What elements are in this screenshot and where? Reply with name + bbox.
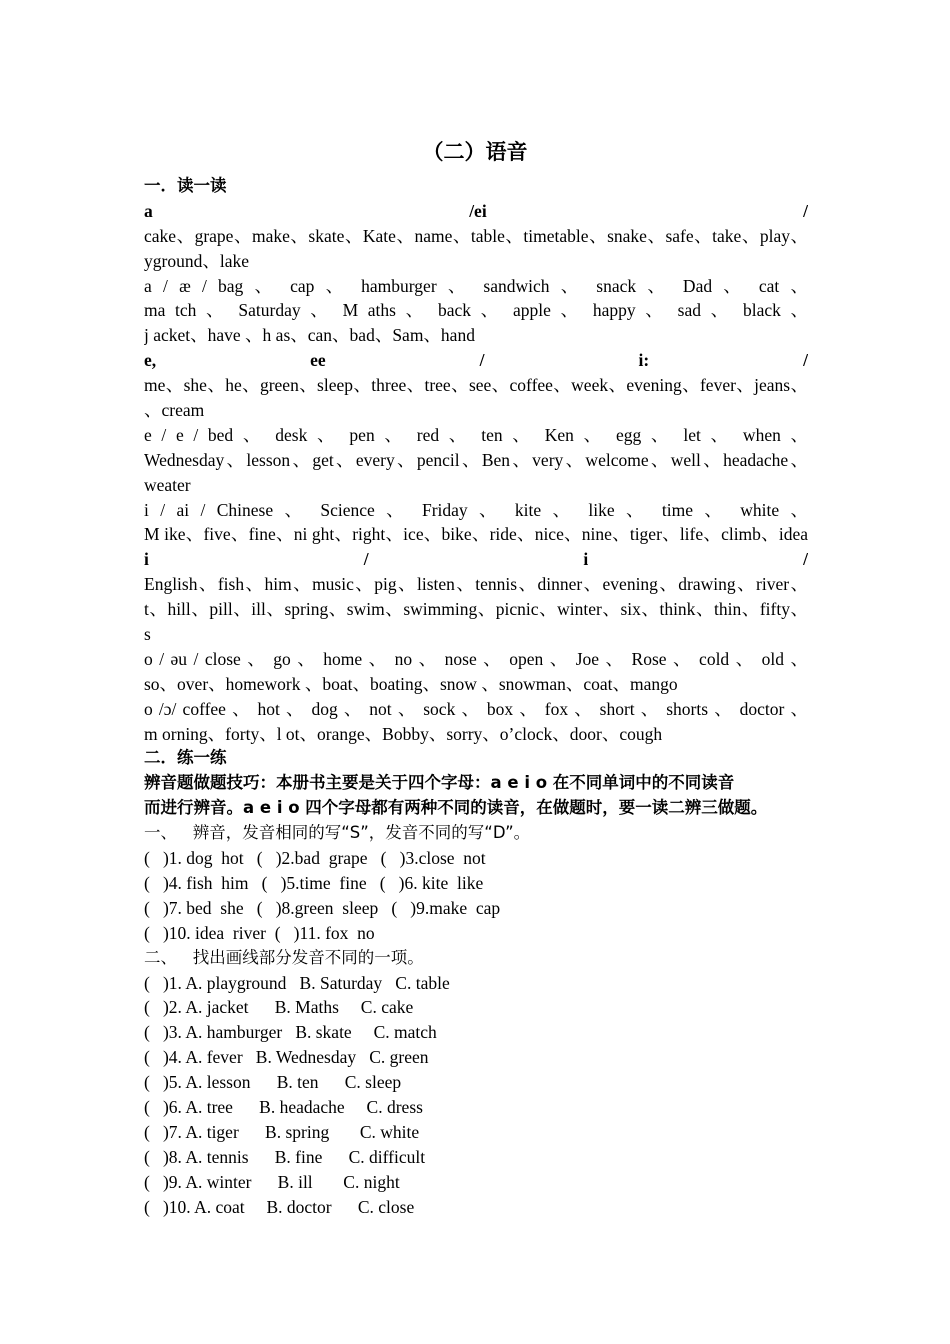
exercise2-item: ( )9. A. winter B. ill C. night	[144, 1171, 400, 1192]
phonics-line: Wednesday、lesson、get、every、pencil、Ben、very、welcome、well、headache、	[144, 449, 808, 470]
tip-line: 辨音题做题技巧：本册书主要是关于四个字母：a e i o 在不同单词中的不同读音	[144, 773, 735, 793]
phonics-line: M ike、five、fine、ni ght、right、ice、bike、ride、nice、nine、tiger、life、climb、idea	[144, 524, 808, 545]
page-title: （二）语音	[422, 140, 528, 164]
phonics-line: e, ee / i: /	[144, 350, 808, 371]
tip-line: 而进行辨音。a e i o 四个字母都有两种不同的读音，在做题时，要一读二辨三做题。	[144, 798, 768, 818]
exercise2-item: ( )6. A. tree B. headache C. dress	[144, 1096, 423, 1117]
exercise2-item: ( )2. A. jacket B. Maths C. cake	[144, 997, 414, 1018]
phonics-line: o /ɔ/ coffee 、 hot 、 dog 、 not 、 sock 、 box 、 fox 、 short 、 shorts 、 doctor 、	[144, 698, 808, 719]
phonics-line: weater	[144, 474, 191, 495]
exercise2-item: ( )4. A. fever B. Wednesday C. green	[144, 1047, 429, 1068]
exercise2-heading: 二、 找出画线部分发音不同的一项。	[144, 947, 424, 967]
phonics-line: ma tch 、 Saturday 、 M aths 、 back 、 apple 、 happy 、 sad 、 black 、	[144, 300, 808, 321]
exercise2-item: ( )5. A. lesson B. ten C. sleep	[144, 1072, 402, 1093]
phonics-line: so、over、homework 、boat、boating、snow 、snowman、coat、mango	[144, 673, 678, 694]
phonics-line: o / əu / close 、 go 、 home 、 no 、 nose 、 open 、 Joe 、 Rose 、 cold 、 old 、	[144, 648, 808, 669]
phonics-line: j acket、have 、h as、can、bad、Sam、hand	[144, 325, 475, 346]
exercise1-item: ( )7. bed she ( )8.green sleep ( )9.make cap	[144, 897, 501, 918]
exercise2-item: ( )8. A. tennis B. fine C. difficult	[144, 1146, 426, 1167]
phonics-line: e / e / bed 、 desk 、 pen 、 red 、 ten 、 Ken 、 egg 、 let 、 when 、	[144, 424, 808, 445]
document-body	[144, 174, 808, 1219]
phonics-line: me、she、he、green、sleep、three、tree、see、coffee、week、evening、fever、jeans、	[144, 375, 808, 396]
phonics-line: a /ei /	[144, 200, 808, 221]
exercise1-item: ( )10. idea river ( )11. fox no	[144, 922, 375, 943]
exercise2-item: ( )1. A. playground B. Saturday C. table	[144, 972, 450, 993]
exercise2-item: ( )10. A. coat B. doctor C. close	[144, 1196, 415, 1217]
phonics-line: m orning、forty、l ot、orange、Bobby、sorry、o’clock、door、cough	[144, 723, 663, 744]
phonics-line: i / ai / Chinese 、 Science 、 Friday 、 kite 、 like 、 time 、 white 、	[144, 499, 808, 520]
phonics-line: cake、grape、make、skate、Kate、name、table、timetable、snake、safe、take、play、	[144, 225, 808, 246]
phonics-line: s	[144, 624, 151, 645]
section-heading-practice: 二．练一练	[144, 748, 227, 768]
exercise2-item: ( )3. A. hamburger B. skate C. match	[144, 1022, 437, 1043]
phonics-line: yground、lake	[144, 250, 249, 271]
phonics-line: t、hill、pill、ill、spring、swim、swimming、picnic、winter、six、think、thin、fifty、	[144, 599, 808, 620]
exercise2-item: ( )7. A. tiger B. spring C. white	[144, 1121, 420, 1142]
phonics-line: English、fish、him、music、pig、listen、tennis、dinner、evening、drawing、river、	[144, 574, 808, 595]
exercise1-heading: 一、 辨音，发音相同的写“S”，发音不同的写“D”。	[144, 823, 531, 843]
exercise1-item: ( )1. dog hot ( )2.bad grape ( )3.close not	[144, 848, 486, 869]
phonics-line: 、cream	[144, 400, 205, 421]
exercise1-item: ( )4. fish him ( )5.time fine ( )6. kite like	[144, 872, 484, 893]
phonics-line: i / i /	[144, 549, 808, 570]
section-heading-read: 一．读一读	[144, 176, 227, 195]
phonics-line: a / æ / bag 、 cap 、 hamburger 、 sandwich 、 snack 、 Dad 、 cat 、	[144, 275, 808, 296]
